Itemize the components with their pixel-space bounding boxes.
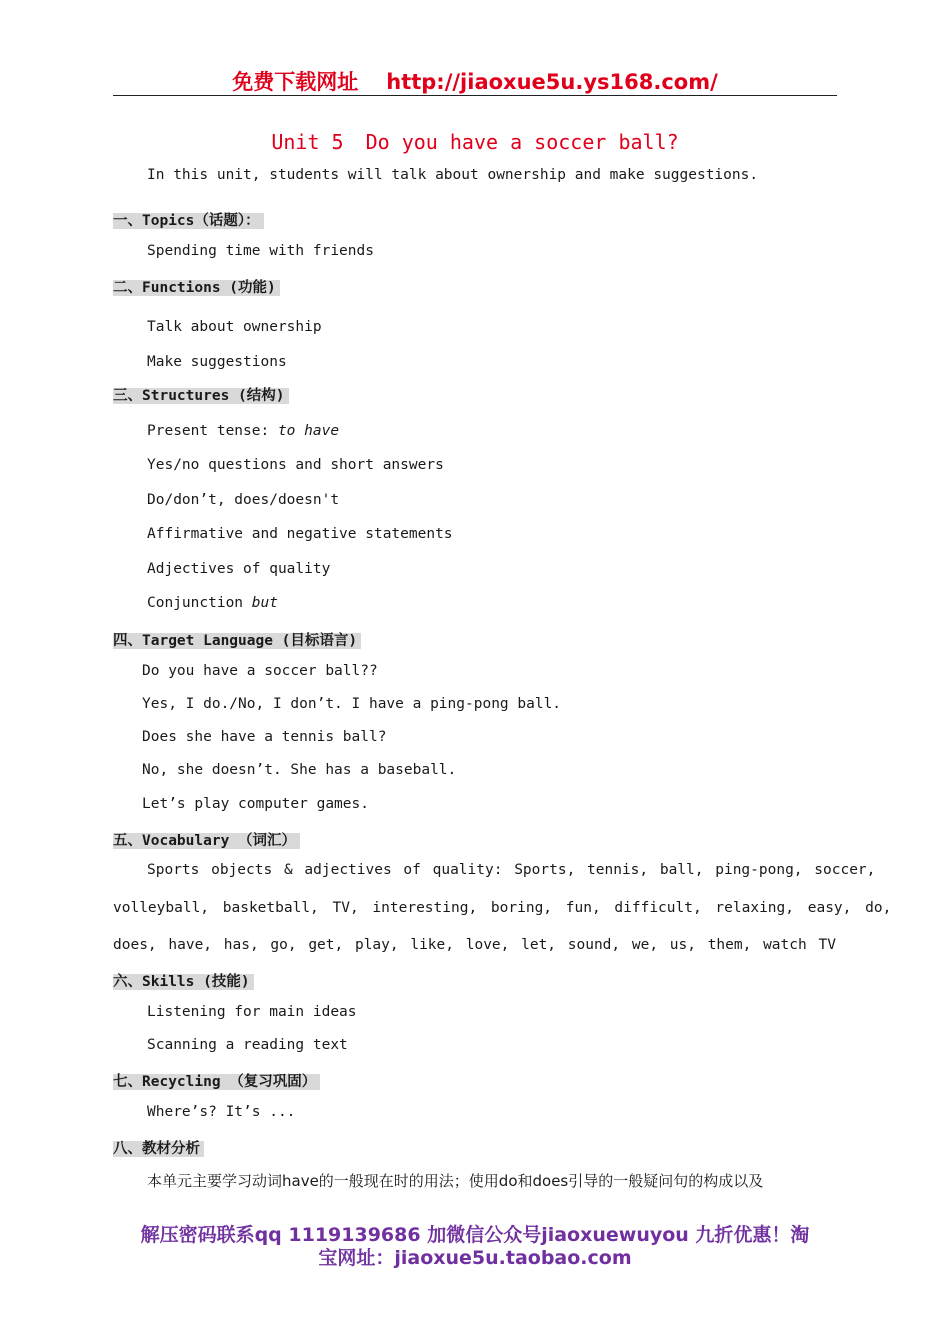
structures-item: Yes/no questions and short answers <box>147 457 444 473</box>
skills-heading: 六、Skills (技能) <box>113 974 254 990</box>
footer-line-1: 解压密码联系qq 1119139686 加微信公众号jiaoxuewuyou 九折优惠！淘 <box>140 1224 810 1246</box>
functions-item: Talk about ownership <box>147 319 322 335</box>
target-item: Do you have a soccer ball?? <box>142 663 378 679</box>
functions-item: Make suggestions <box>147 354 287 370</box>
target-item: No, she doesn’t. She has a baseball. <box>142 762 457 778</box>
structures-present-tense <box>147 423 339 439</box>
functions-heading: 二、Functions (功能) <box>113 280 280 296</box>
target-item: Does she have a tennis ball? <box>142 729 387 745</box>
target-heading: 四、Target Language (目标语言) <box>113 633 361 649</box>
analysis-text: 本单元主要学习动词have的一般现在时的用法；使用do和does引导的一般疑问句的构成以及 <box>147 1172 764 1190</box>
page-title <box>0 130 950 154</box>
recycling-item: Where’s? It’s ... <box>147 1104 296 1120</box>
topics-heading: 一、Topics（话题）： <box>113 213 264 229</box>
title-question: Do you have a soccer ball? <box>365 130 679 154</box>
header-label: 免费下载网址 <box>232 70 359 94</box>
structures-conjunction <box>147 595 278 611</box>
vocabulary-line: Sports objects & adjectives of quality: Sports, tennis, ball, ping-pong, soccer, <box>147 862 876 878</box>
structures-heading: 三、Structures (结构) <box>113 388 289 404</box>
vocabulary-heading: 五、Vocabulary （词汇） <box>113 833 300 849</box>
structures-conj-label: Conjunction <box>147 595 252 611</box>
recycling-heading: 七、Recycling （复习巩固） <box>113 1074 320 1090</box>
footer-line-2: 宝网址：jiaoxue5u.taobao.com <box>318 1247 632 1269</box>
vocabulary-line: volleyball, basketball, TV, interesting, boring, fun, difficult, relaxing, easy, do, <box>113 900 892 916</box>
vocabulary-line: does, have, has, go, get, play, like, love, let, sound, we, us, them, watch TV <box>113 937 836 953</box>
page-header <box>0 66 950 96</box>
title-unit: Unit 5 <box>271 130 344 154</box>
structures-item: Do/don’t, does/doesn't <box>147 492 340 508</box>
skills-item: Listening for main ideas <box>147 1004 357 1020</box>
topics-item: Spending time with friends <box>147 243 374 259</box>
structures-conj-em: but <box>251 595 278 611</box>
structures-item: Affirmative and negative statements <box>147 526 453 542</box>
intro-text: In this unit, students will talk about ownership and make suggestions. <box>147 167 759 183</box>
target-item: Yes, I do./No, I don’t. I have a ping-pong ball. <box>142 696 562 712</box>
analysis-heading: 八、教材分析 <box>113 1141 204 1157</box>
structures-present-label: Present tense: <box>147 423 278 439</box>
structures-item: Adjectives of quality <box>147 561 331 577</box>
structures-present-em: to have <box>277 423 340 439</box>
skills-item: Scanning a reading text <box>147 1037 348 1053</box>
header-url-link[interactable]: http://jiaoxue5u.ys168.com/ <box>386 70 718 94</box>
header-divider <box>113 95 837 96</box>
target-item: Let’s play computer games. <box>142 796 369 812</box>
